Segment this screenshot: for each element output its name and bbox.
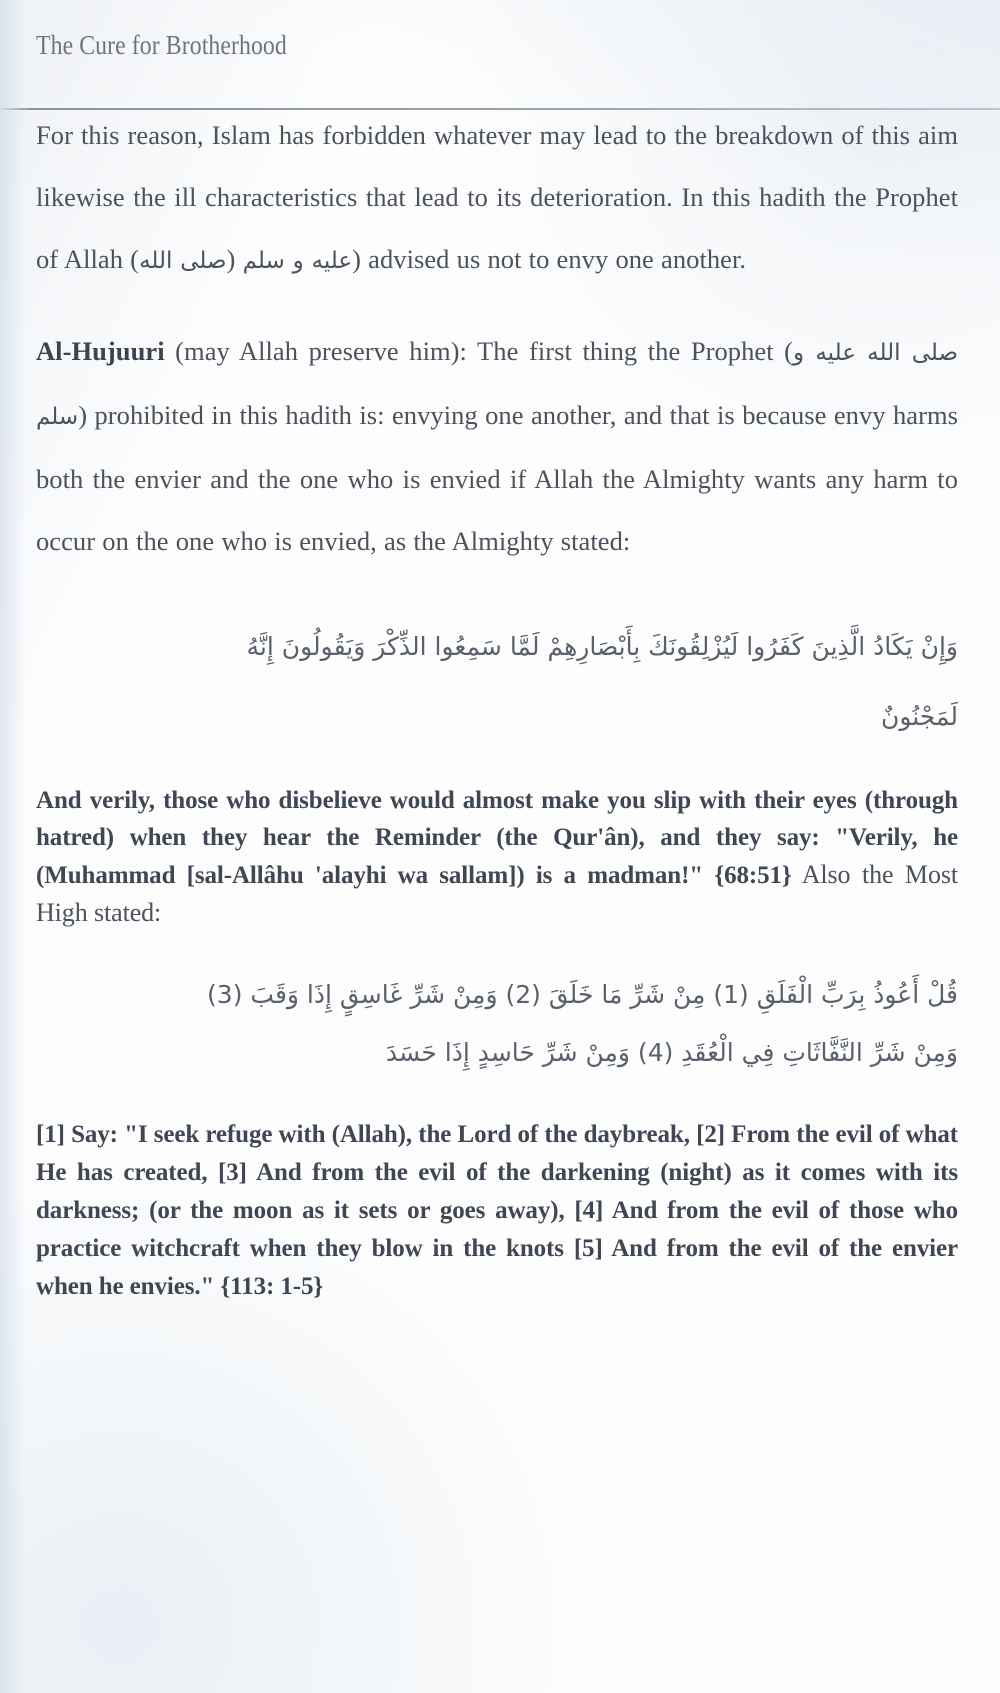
running-header — [36, 0, 958, 74]
paragraph-2-text-a: (may Allah preserve him): The first thing the Prophet ( — [164, 336, 794, 366]
paragraph-first-reason — [36, 104, 958, 292]
quran-verse-68-51-line-1: وَإِنْ يَكَادُ الَّذِينَ كَفَرُوا لَيُزْلِقُونَكَ بِأَبْصَارِهِمْ لَمَّا سَمِعُوا الذِّكْرَ وَيَقُولُونَ إِنَّهُ — [246, 632, 958, 661]
translation-113-1-5 — [36, 1116, 958, 1306]
translation-113-bold: [1] Say: "I seek refuge with (Allah), the Lord of the daybreak, [2] From the evil of what He has created, [3] And from the evil of the darkening (night) as it comes with its darkness; (or the moon as it sets or goes away), [4] And from the evil of those who practice witchcraft when they blow in the knots [5] And from the evil of the envier when he envies." {113: 1-5} — [36, 1121, 958, 1300]
quran-verse-113-1-5 — [36, 966, 958, 1082]
arabic-salutation-part-b: عليه و سلم — [242, 248, 353, 274]
body-text-block — [36, 104, 958, 572]
paragraph-1-text-mid: ) — [226, 244, 243, 274]
quran-verse-113-line-2: وَمِنْ شَرِّ النَّفَّاثَاتِ فِي الْعُقَدِ (4) وَمِنْ شَرِّ حَاسِدٍ إِذَا حَسَدَ — [385, 1038, 958, 1067]
quran-verse-113-line-1: قُلْ أَعُوذُ بِرَبِّ الْفَلَقِ (1) مِنْ شَرِّ مَا خَلَقَ (2) وَمِنْ شَرِّ غَاسِقٍ إِذَا وَقَبَ (3) — [207, 980, 958, 1009]
quran-verse-68-51 — [36, 612, 958, 752]
author-name-lead: Al-Hujuuri — [36, 336, 165, 366]
page-gutter-shading — [0, 0, 26, 1693]
translation-68-51-bold: And verily, those who disbelieve would almost make you slip with their eyes (through hatred) when they hear the Reminder (the Qur'ân), and they say: "Verily, he (Muhammad [sal-Allâhu 'alayhi wa sallam]) is a madman!" {68:51} — [36, 787, 958, 889]
page-content — [36, 0, 958, 1331]
running-header-title: The Cure for Brotherhood — [36, 30, 287, 60]
arabic-salutation-prophet: صلى الله عليه و سلم — [36, 340, 959, 430]
paragraph-1-text-end: ) advised us not to envy one another. — [352, 244, 747, 274]
translation-68-51-tail: Also the Most High stated: — [36, 860, 958, 927]
translation-68-51 — [36, 782, 958, 932]
paragraph-al-hujuuri — [36, 320, 958, 572]
arabic-salutation-part-a: صلى الله — [139, 248, 227, 274]
header-divider-rule — [0, 108, 1000, 110]
paragraph-2-text-b: ) prohibited in this hadith is: envying one another, and that is because envy harms both the envier and the one who is envied if Allah the Almighty wants any harm to occur on the one who is envied, as the Almighty stated: — [36, 400, 958, 556]
paragraph-1-text-a: For this reason, Islam has forbidden whatever may lead to the breakdown of this aim likewise the ill characteristics that lead to its deterioration. In this hadith the Prophet of Allah ( — [36, 120, 958, 274]
quran-verse-68-51-line-2: لَمَجْنُونٌ — [880, 702, 958, 731]
